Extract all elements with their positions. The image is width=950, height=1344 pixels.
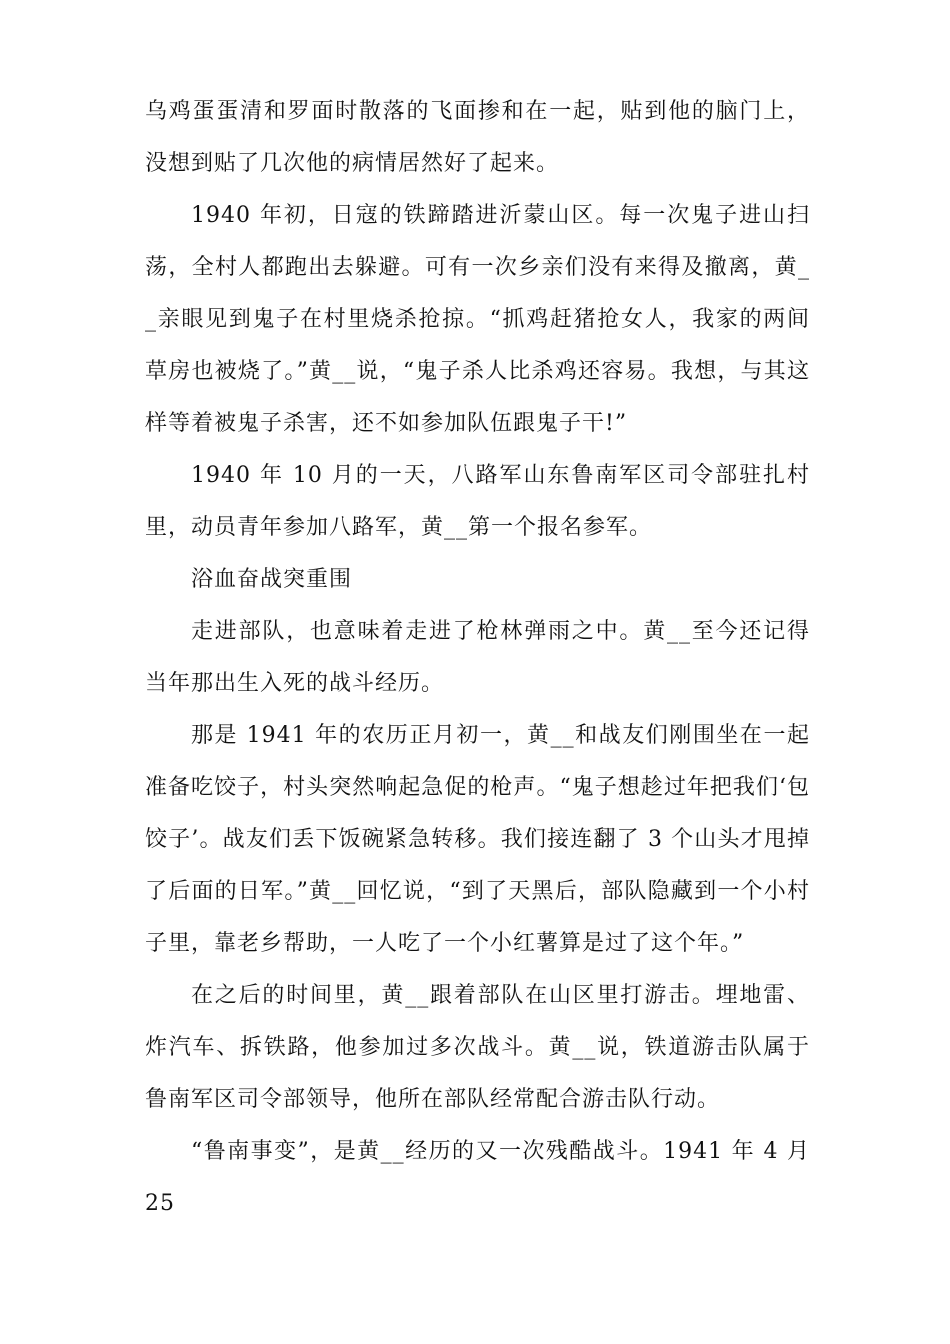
paragraph-4: 走进部队，也意味着走进了枪林弹雨之中。黄__至今还记得当年那出生入死的战斗经历。 [145, 619, 810, 696]
paragraph-6: 在之后的时间里，黄__跟着部队在山区里打游击。埋地雷、炸汽车、拆铁路，他参加过多次战斗。黄__说，铁道游击队属于鲁南军区司令部领导，他所在部队经常配合游击队行动。 [145, 983, 810, 1112]
paragraph-2: 1940 年初，日寇的铁蹄踏进沂蒙山区。每一次鬼子进山扫荡，全村人都跑出去躲避。可有一次乡亲们没有来得及撤离，黄__亲眼见到鬼子在村里烧杀抢掠。“抓鸡赶猪抢女人，我家的两间草房也被烧了。”黄__说，“鬼子杀人比杀鸡还容易。我想，与其这样等着被鬼子杀害，还不如参加队伍跟鬼子干!” [145, 203, 810, 436]
paragraph-7: “鲁南事变”，是黄__经历的又一次残酷战斗。1941 年 4 月 25 [145, 1139, 810, 1216]
document-body [145, 86, 810, 1230]
section-heading: 浴血奋战突重围 [191, 567, 353, 592]
paragraph-5: 那是 1941 年的农历正月初一，黄__和战友们刚围坐在一起准备吃饺子，村头突然响起急促的枪声。“鬼子想趁过年把我们‘包饺子’。战友们丢下饭碗紧急转移。我们接连翻了 3 个山头才甩掉了后面的日军。”黄__回忆说，“到了天黑后，部队隐藏到一个小村子里，靠老乡帮助，一人吃了一个小红薯算是过了这个年。” [145, 723, 810, 956]
paragraph-1: 乌鸡蛋蛋清和罗面时散落的飞面掺和在一起，贴到他的脑门上，没想到贴了几次他的病情居然好了起来。 [145, 99, 810, 176]
paragraph-3: 1940 年 10 月的一天，八路军山东鲁南军区司令部驻扎村里，动员青年参加八路军，黄__第一个报名参军。 [145, 463, 810, 540]
